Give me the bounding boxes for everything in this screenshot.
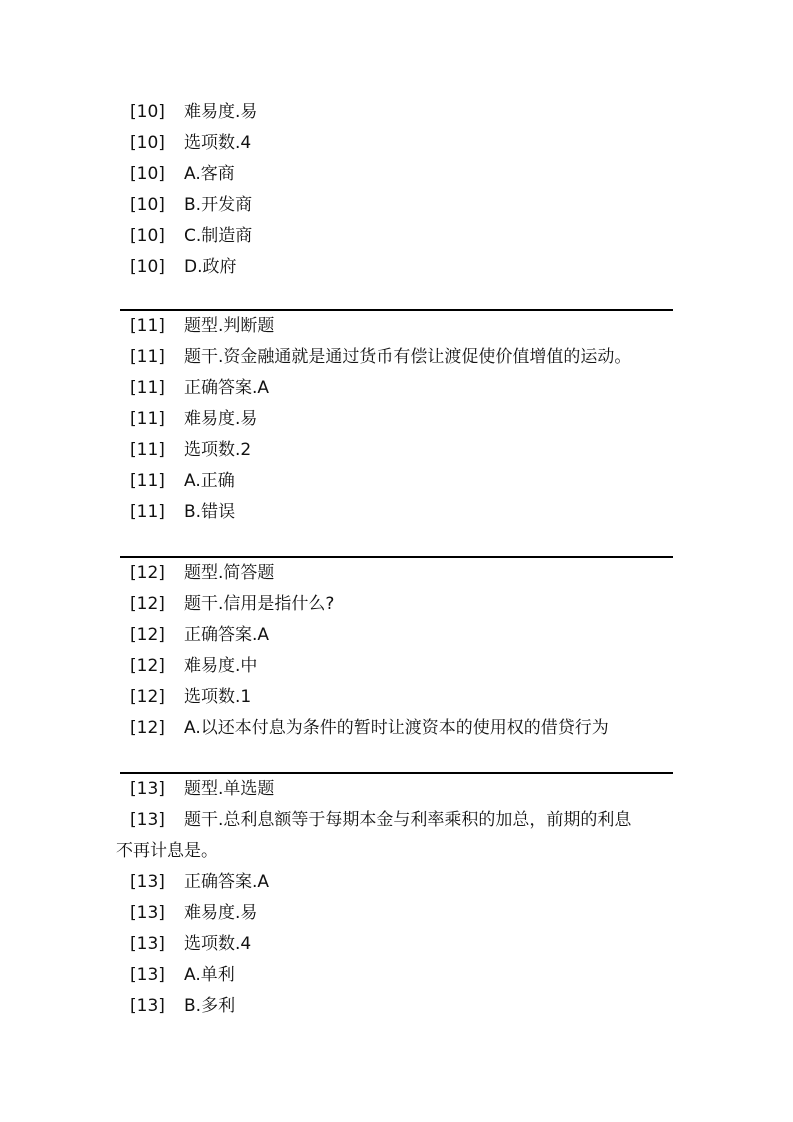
list-item — [120, 991, 673, 1022]
question-number: [11] — [130, 378, 165, 398]
question-11-group — [120, 309, 673, 528]
list-item — [120, 805, 673, 836]
question-10-group — [120, 97, 673, 283]
item-text: 选项数.4 — [184, 133, 252, 153]
question-number: [13] — [130, 934, 165, 954]
list-item — [120, 466, 673, 497]
question-13-group — [116, 772, 673, 1022]
question-number: [10] — [130, 257, 165, 277]
question-number: [13] — [130, 903, 165, 923]
list-item — [120, 929, 673, 960]
item-text: 难易度.中 — [184, 656, 258, 676]
item-text: A.以还本付息为条件的暂时让渡资本的使用权的借贷行为 — [184, 718, 609, 738]
question-number: [10] — [130, 164, 165, 184]
question-number: [10] — [130, 195, 165, 215]
list-item — [120, 713, 673, 744]
question-12-group — [120, 556, 673, 744]
list-item — [120, 497, 673, 528]
question-number: [12] — [130, 687, 165, 707]
list-item — [120, 651, 673, 682]
item-text: B.开发商 — [184, 195, 253, 215]
list-item — [120, 252, 673, 283]
question-number: [11] — [130, 316, 165, 336]
item-text: B.错误 — [184, 502, 236, 522]
item-text: 选项数.2 — [184, 440, 252, 460]
item-text: C.制造商 — [184, 226, 253, 246]
item-text: D.政府 — [184, 257, 237, 277]
question-number: [13] — [130, 872, 165, 892]
item-text: 难易度.易 — [184, 102, 258, 122]
list-item — [120, 128, 673, 159]
item-text: 正确答案.A — [184, 378, 270, 398]
list-item — [120, 558, 673, 589]
question-number: [12] — [130, 563, 165, 583]
question-number: [11] — [130, 440, 165, 460]
list-item — [120, 342, 673, 373]
list-item — [120, 221, 673, 252]
list-item — [120, 774, 673, 805]
list-item — [120, 373, 673, 404]
list-item — [120, 589, 673, 620]
item-text: 正确答案.A — [184, 625, 270, 645]
question-number: [11] — [130, 502, 165, 522]
list-item — [120, 435, 673, 466]
item-text: A.单利 — [184, 965, 235, 985]
list-item — [120, 867, 673, 898]
item-text: 选项数.1 — [184, 687, 252, 707]
item-text: 选项数.4 — [184, 934, 252, 954]
question-number: [11] — [130, 347, 165, 367]
list-item — [120, 97, 673, 128]
item-text: A.客商 — [184, 164, 235, 184]
question-number: [12] — [130, 656, 165, 676]
question-number: [12] — [130, 718, 165, 738]
item-text: 题型.简答题 — [184, 563, 275, 583]
list-item — [120, 898, 673, 929]
item-text: B.多利 — [184, 996, 236, 1016]
question-number: [13] — [130, 996, 165, 1016]
item-text: 正确答案.A — [184, 872, 270, 892]
question-number: [10] — [130, 133, 165, 153]
question-number: [11] — [130, 471, 165, 491]
question-number: [12] — [130, 594, 165, 614]
item-text: 难易度.易 — [184, 903, 258, 923]
item-text: 题干.信用是指什么? — [184, 594, 335, 614]
question-number: [13] — [130, 965, 165, 985]
list-item — [120, 311, 673, 342]
list-item — [120, 620, 673, 651]
list-item — [120, 190, 673, 221]
list-item — [120, 960, 673, 991]
question-number: [10] — [130, 102, 165, 122]
item-text: 题型.判断题 — [184, 316, 275, 336]
list-item — [120, 682, 673, 713]
question-number: [11] — [130, 409, 165, 429]
item-text: 难易度.易 — [184, 409, 258, 429]
question-number: [13] — [130, 810, 165, 830]
item-text-stem-first: 题干.总利息额等于每期本金与利率乘积的加总，前期的利息 — [184, 810, 632, 830]
item-text: A.正确 — [184, 471, 235, 491]
question-number: [12] — [130, 625, 165, 645]
question-number: [10] — [130, 226, 165, 246]
item-text: 题干.资金融通就是通过货币有偿让渡促使价值增值的运动。 — [184, 347, 632, 367]
item-text: 题型.单选题 — [184, 779, 275, 799]
list-item — [120, 159, 673, 190]
list-item — [120, 404, 673, 435]
item-text-stem-continuation: 不再计息是。 — [116, 841, 218, 861]
question-number: [13] — [130, 779, 165, 799]
